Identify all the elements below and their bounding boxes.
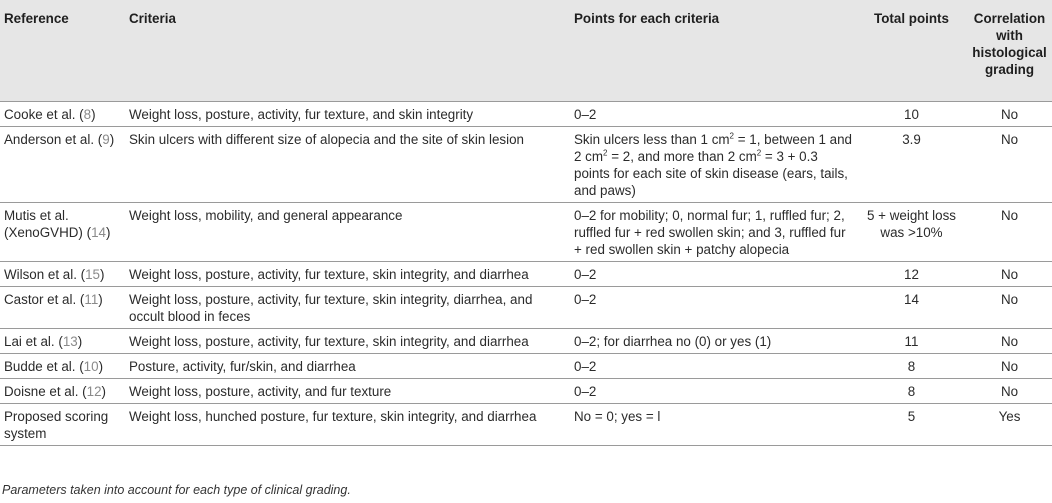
cell-correlation: No (967, 101, 1052, 126)
cell-total: 5 (856, 403, 967, 445)
cell-total: 14 (856, 286, 967, 328)
reference-link[interactable]: 10 (83, 358, 99, 374)
cell-correlation: No (967, 202, 1052, 261)
cell-criteria: Weight loss, posture, activity, fur texture, skin integrity, and diarrhea (125, 261, 570, 286)
cell-points: 0–2 (570, 261, 856, 286)
cell-reference: Wilson et al. (15) (0, 261, 125, 286)
cell-points: 0–2 for mobility; 0, normal fur; 1, ruffled fur; 2, ruffled fur + red swollen skin; and 3, ruffled fur + red swollen skin + patchy alopecia (570, 202, 856, 261)
cell-correlation: No (967, 353, 1052, 378)
cell-total: 12 (856, 261, 967, 286)
cell-correlation: No (967, 261, 1052, 286)
reference-link[interactable]: 8 (83, 106, 92, 122)
cell-points: 0–2 (570, 101, 856, 126)
reference-link[interactable]: 12 (86, 383, 102, 399)
header-criteria: Criteria (125, 0, 570, 101)
header-points: Points for each criteria (570, 0, 856, 101)
cell-points: Skin ulcers less than 1 $cm^2 = 1$, between 1 and 2 $cm^2 = 2$, and more than 2 $cm^2 = 3 + 0.3$ points for each site of skin disease (ears, tails, and paws) (570, 126, 856, 202)
cell-total: 5 + weight loss was >10% (856, 202, 967, 261)
cell-reference: Doisne et al. (12) (0, 378, 125, 403)
table-row (0, 126, 1052, 202)
header-reference: Reference (0, 0, 125, 101)
cell-points: 0–2; for diarrhea no (0) or yes (1) (570, 328, 856, 353)
cell-criteria: Weight loss, posture, activity, fur texture, skin integrity, diarrhea, and occult blood in feces (125, 286, 570, 328)
table-row (0, 202, 1052, 261)
cell-correlation: Yes (967, 403, 1052, 445)
cell-criteria: Weight loss, posture, activity, fur texture, skin integrity, and diarrhea (125, 328, 570, 353)
reference-link[interactable]: 13 (62, 333, 78, 349)
table-row (0, 261, 1052, 286)
cell-correlation: No (967, 378, 1052, 403)
cell-reference: Lai et al. (13) (0, 328, 125, 353)
cell-total: 10 (856, 101, 967, 126)
cell-points: 0–2 (570, 286, 856, 328)
header-total: Total points (856, 0, 967, 101)
cell-criteria: Posture, activity, fur/skin, and diarrhea (125, 353, 570, 378)
cell-criteria: Weight loss, posture, activity, fur texture, and skin integrity (125, 101, 570, 126)
cell-reference: Cooke et al. (8) (0, 101, 125, 126)
table-row (0, 286, 1052, 328)
cell-total: 3.9 (856, 126, 967, 202)
cell-criteria: Weight loss, posture, activity, and fur texture (125, 378, 570, 403)
reference-link[interactable]: 15 (85, 266, 101, 282)
table-row (0, 101, 1052, 126)
cell-reference: Anderson et al. (9) (0, 126, 125, 202)
cell-points: 0–2 (570, 353, 856, 378)
cell-correlation: No (967, 286, 1052, 328)
cell-total: 8 (856, 353, 967, 378)
cell-reference: Budde et al. (10) (0, 353, 125, 378)
table-row (0, 403, 1052, 445)
cell-reference: Mutis et al. (XenoGVHD) (14) (0, 202, 125, 261)
reference-link[interactable]: 11 (84, 291, 99, 307)
table-row (0, 328, 1052, 353)
cell-reference: Castor et al. (11) (0, 286, 125, 328)
table-footnote: Parameters taken into account for each type of clinical grading. (2, 483, 351, 497)
cell-total: 11 (856, 328, 967, 353)
reference-link[interactable]: 9 (102, 131, 110, 147)
cell-reference: Proposed scoring system (0, 403, 125, 445)
table-row (0, 378, 1052, 403)
cell-points: 0–2 (570, 378, 856, 403)
header-correlation: Correlation with histological grading (967, 0, 1052, 101)
cell-points: No = 0; yes = l (570, 403, 856, 445)
cell-criteria: Weight loss, hunched posture, fur texture, skin integrity, and diarrhea (125, 403, 570, 445)
cell-criteria: Skin ulcers with different size of alopecia and the site of skin lesion (125, 126, 570, 202)
header-row (0, 0, 1052, 101)
cell-criteria: Weight loss, mobility, and general appearance (125, 202, 570, 261)
reference-link[interactable]: 14 (91, 224, 106, 240)
cell-correlation: No (967, 126, 1052, 202)
cell-total: 8 (856, 378, 967, 403)
cell-correlation: No (967, 328, 1052, 353)
table-row (0, 353, 1052, 378)
